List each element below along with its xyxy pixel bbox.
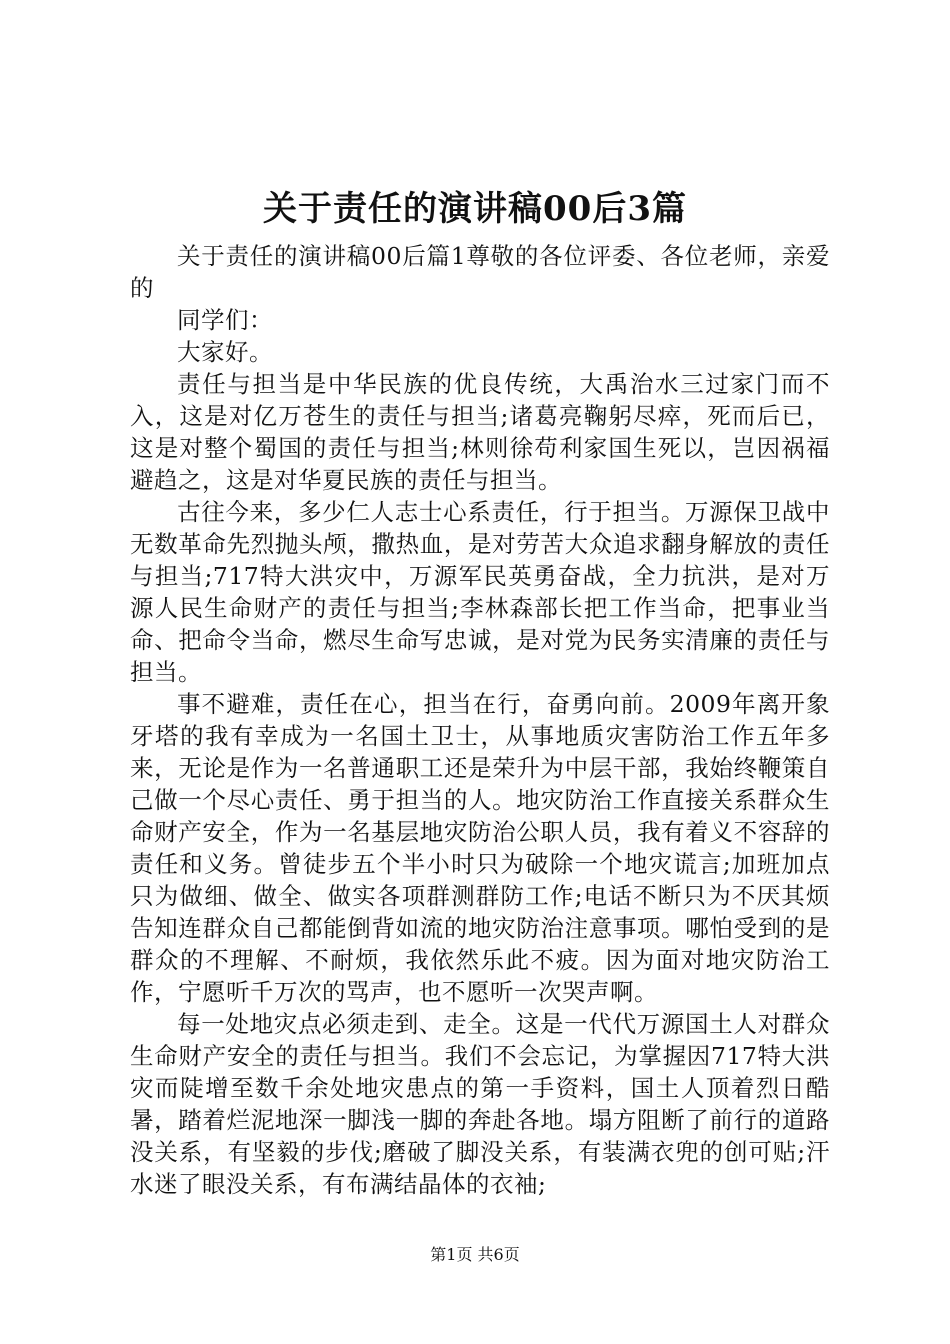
paragraph: 每一处地灾点必须走到、走全。这是一代代万源国土人对群众生命财产安全的责任与担当。我们不会忘记，为掌握因717特大洪灾而陡增至数千余处地灾患点的第一手资料，国土人顶着烈日酷暑，踏着烂泥地深一脚浅一脚的奔赴各地。塌方阻断了前行的道路没关系，有坚毅的步伐;磨破了脚没关系，有装满衣兜的创可贴;汗水迷了眼没关系，有布满结晶体的衣袖; <box>130 1010 830 1198</box>
paragraph: 关于责任的演讲稿00后篇1尊敬的各位评委、各位老师，亲爱的 <box>130 242 830 302</box>
document-title: 关于责任的演讲稿00后3篇 <box>263 189 687 229</box>
paragraph: 古往今来，多少仁人志士心系责任，行于担当。万源保卫战中无数革命先烈抛头颅，撒热血，是对劳苦大众追求翻身解放的责任与担当;717特大洪灾中，万源军民英勇奋战，全力抗洪，是对万源人民生命财产的责任与担当;李林森部长把工作当命，把事业当命、把命令当命，燃尽生命写忠诚，是对党为民务实清廉的责任与担当。 <box>130 498 830 686</box>
page-number-footer: 第1页 共6页 <box>430 1245 520 1264</box>
paragraph: 事不避难，责任在心，担当在行，奋勇向前。2009年离开象牙塔的我有幸成为一名国土卫士，从事地质灾害防治工作五年多来，无论是作为一名普通职工还是荣升为中层干部，我始终鞭策自己做一个尽心责任、勇于担当的人。地灾防治工作直接关系群众生命财产安全，作为一名基层地灾防治公职人员，我有着义不容辞的责任和义务。曾徒步五个半小时只为破除一个地灾谎言;加班加点只为做细、做全、做实各项群测群防工作;电话不断只为不厌其烦告知连群众自己都能倒背如流的地灾防治注意事项。哪怕受到的是群众的不理解、不耐烦，我依然乐此不疲。因为面对地灾防治工作，宁愿听千万次的骂声，也不愿听一次哭声啊。 <box>130 690 830 1006</box>
paragraph: 同学们： <box>177 306 273 334</box>
document-body <box>130 240 830 1200</box>
paragraph: 大家好。 <box>177 338 273 366</box>
paragraph: 责任与担当是中华民族的优良传统，大禹治水三过家门而不入，这是对亿万苍生的责任与担当;诸葛亮鞠躬尽瘁，死而后已，这是对整个蜀国的责任与担当;林则徐苟利家国生死以，岂因祸福避趋之，这是对华夏民族的责任与担当。 <box>130 370 830 494</box>
